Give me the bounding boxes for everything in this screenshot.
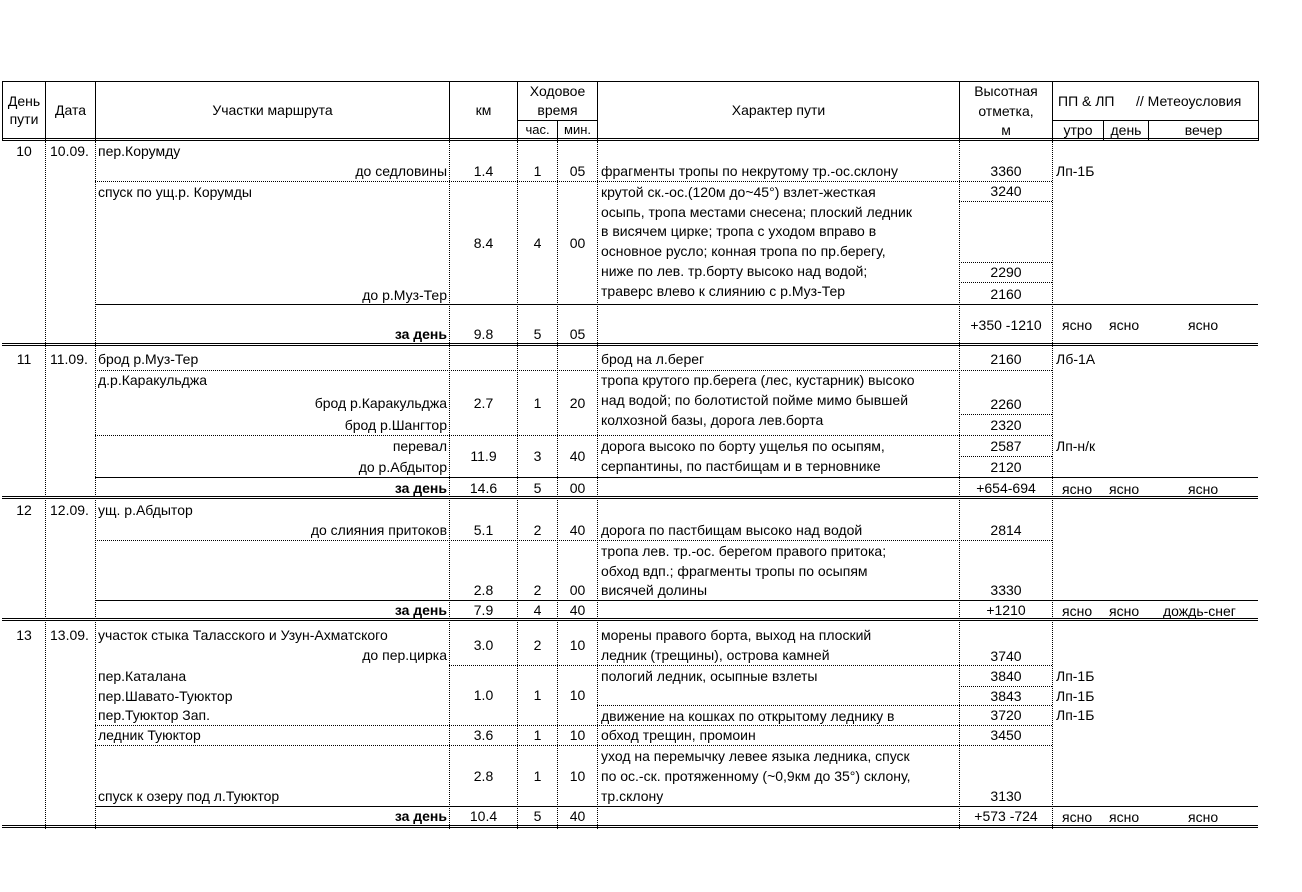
minutes: 10 [569,727,586,743]
date: 11.09. [50,351,88,367]
character: ниже по лев. тр.борту высоко над водой; [601,263,868,279]
date: 10.09. [50,143,89,159]
total-hours: 4 [533,602,542,618]
row-line [959,201,1052,202]
character: морены правого борта, выход на плоский [601,627,872,643]
row-line [959,414,1052,415]
hours: 1 [533,163,542,179]
total-km: 10.4 [469,808,498,824]
altitude: 3330 [990,582,1022,598]
hours: 1 [533,768,542,784]
total-hours: 5 [533,480,542,496]
total-altitude: +1210 [986,602,1026,618]
km: 2.7 [473,395,494,411]
character: фрагменты тропы по некрутому тр.-ос.склону [601,163,899,179]
character: брод на л.берег [601,351,705,367]
day-number: 11 [16,351,32,367]
character: ледник (трещины), острова камней [601,647,830,663]
segment: до пер.цирка [362,647,447,663]
pass-category: Лп-1Б [1056,163,1095,179]
character: серпантины, по пастбищам и в терновнике [601,458,881,474]
header-km: км [475,102,492,118]
minutes: 10 [569,768,586,784]
total-km: 9.8 [473,326,494,342]
segment: брод р.Каракульджа [314,395,447,411]
km: 5.1 [473,522,494,538]
segment: пер.Каталана [98,668,187,684]
segment: пер.Туюктор Зап. [98,707,211,723]
row-line [449,665,1052,666]
header-date: Дата [54,102,86,118]
header-time-bot: время [537,102,578,118]
row-line [95,540,1052,541]
altitude: 3720 [990,707,1022,723]
hours: 1 [533,727,542,743]
character: по ос.-ск. протяженному (~0,9км до 35°) склону, [601,768,911,784]
minutes: 05 [569,163,586,179]
header-segments: Участки маршрута [212,102,333,118]
weather-evening: дождь-снег [1163,603,1236,619]
km: 3.0 [473,637,494,653]
character: дорога по пастбищам высоко над водой [601,522,863,538]
segment: до р.Абдытор [358,459,447,475]
pass-category: Лп-н/к [1056,438,1096,454]
hours: 1 [533,687,542,703]
total-hours: 5 [533,326,542,342]
character: крутой ск.-ос.(120м до~45°) взлет-жесткая [601,184,876,200]
character: обход трещин, промоин [601,727,756,743]
weather-day: ясно [1109,603,1140,619]
day10-bottom-border [2,343,1258,346]
header-altitude-2: отметка, [978,103,1034,119]
pass-category: Лб-1А [1056,351,1096,367]
hours: 2 [533,522,542,538]
day-number: 10 [16,143,32,159]
pass-category: Лп-1Б [1056,668,1095,684]
character: уход на перемычку левее языка ледника, спуск [601,748,910,764]
header-pp-lp: ПП & ЛП [1058,93,1115,109]
segment: ледник Туюктор [98,727,201,743]
minutes: 00 [569,582,586,598]
row-line [959,456,1052,457]
day-total-label: за день [394,602,447,618]
altitude: 2260 [990,396,1022,412]
vline-dotted [45,141,46,829]
total-minutes: 05 [569,326,586,342]
character: над водой; по болотистой пойме мимо бывшей [601,392,909,408]
date: 13.09. [50,627,89,643]
minutes: 40 [569,448,586,464]
header-minutes: мин. [564,122,591,137]
weather-day: ясно [1109,809,1140,825]
segment: до р.Муз-Тер [362,287,447,303]
total-km: 7.9 [473,602,494,618]
header-weather: // Метеоусловия [1136,93,1242,109]
character: тропа крутого пр.берега (лес, кустарник) высоко [601,372,915,388]
segment: до слияния притоков [310,522,447,538]
header-altitude-3: м [1001,122,1011,138]
table-top-border [2,81,1258,82]
altitude: 2290 [990,264,1022,280]
altitude: 2120 [990,459,1022,475]
total-altitude: +350 -1210 [970,317,1042,333]
weather-evening: ясно [1188,481,1219,497]
km: 3.6 [473,727,494,743]
segment: пер.Шавато-Туюктор [98,688,233,704]
altitude: 2587 [990,438,1022,454]
weather-morning: ясно [1062,317,1093,333]
minutes: 10 [569,687,586,703]
total-km: 14.6 [469,480,498,496]
segment: перевал [392,438,447,454]
hours: 2 [533,637,542,653]
km: 11.9 [470,448,497,464]
segment: спуск по ущ.р. Корумды [98,184,252,200]
weather-morning: ясно [1062,809,1093,825]
row-line [95,304,1258,305]
header-character: Характер пути [731,102,826,118]
weather-evening: ясно [1188,809,1219,825]
character: дорога высоко по борту ущелья по осыпям, [601,438,885,454]
row-line [95,477,1258,478]
minutes: 00 [569,235,586,251]
header-evening: вечер [1184,122,1223,138]
header-time-top: Ходовое [529,83,586,99]
altitude: 2160 [990,351,1022,367]
row-line [95,181,1052,182]
segment: до седловины [355,163,447,179]
weather-day: ясно [1109,317,1140,333]
character: тропа лев. тр.-ос. берегом правого притока; [601,543,887,559]
character: пологий ледник, осыпные взлеты [601,668,818,684]
altitude: 3240 [990,183,1022,199]
character: осыпь, тропа местами снесена; плоский ледник [601,204,912,220]
total-altitude: +573 -724 [974,808,1038,824]
day-number: 12 [16,502,32,518]
weather-morning: ясно [1062,603,1093,619]
hours: 1 [533,395,542,411]
date: 12.09. [50,502,89,518]
minutes: 40 [569,522,586,538]
altitude: 2320 [990,417,1022,433]
weather-day: ясно [1109,481,1140,497]
segment: спуск к озеру под л.Туюктор [98,788,280,804]
vline-dotted [1052,141,1053,829]
km: 2.8 [473,582,494,598]
altitude: 3843 [990,688,1022,704]
km: 2.8 [473,768,494,784]
total-minutes: 00 [569,480,586,496]
minutes: 20 [569,395,586,411]
total-hours: 5 [533,808,542,824]
header-hours: час. [525,122,550,137]
altitude: 2160 [990,286,1022,302]
day-total-label: за день [394,326,447,342]
row-line [95,745,1052,746]
header-day: День пути [7,93,41,127]
altitude: 3130 [990,788,1022,804]
segment: ущ. р.Абдытор [98,502,193,518]
km: 1.4 [473,163,494,179]
weather-morning: ясно [1062,481,1093,497]
altitude: 3840 [990,668,1022,684]
altitude: 3450 [990,727,1022,743]
total-minutes: 40 [569,602,586,618]
character: движение на кошках по открытому леднику в [601,708,895,724]
header-morning: утро [1063,122,1093,138]
pass-category: Лп-1Б [1056,707,1095,723]
minutes: 10 [569,637,586,653]
character: основное русло; конная тропа по пр.берегу, [601,243,886,259]
segment: участок стыка Таласского и Узун-Ахматского [98,627,388,643]
character: обход вдп.; фрагменты тропы по осыпям [601,563,868,579]
hours: 2 [533,582,542,598]
segment: брод р.Шангтор [344,417,447,433]
character: траверс влево к слиянию с р.Муз-Тер [601,283,846,299]
altitude: 2814 [990,522,1022,538]
total-minutes: 40 [569,808,586,824]
row-line [95,435,1052,436]
header-day-weather: день [1110,122,1142,138]
km: 1.0 [473,687,494,703]
segment: д.р.Каракульджа [98,372,208,388]
hours: 4 [533,235,542,251]
row-line [959,282,1052,283]
character: колхозной базы, дорога лев.борта [601,412,824,428]
hours: 3 [533,448,542,464]
character: в висячем цирке; тропа с уходом вправо в [601,223,877,239]
km: 8.4 [473,235,494,251]
segment: пер.Корумду [98,143,181,159]
day-total-label: за день [394,808,447,824]
header-altitude-1: Высотная [974,83,1038,99]
altitude: 3740 [990,648,1022,664]
vline [1258,81,1259,141]
character: тр.склону [601,788,664,804]
segment: брод р.Муз-Тер [98,351,199,367]
day-total-label: за день [394,480,447,496]
altitude: 3360 [990,163,1022,179]
day-number: 13 [16,627,32,643]
total-altitude: +654-694 [976,480,1036,496]
pass-category: Лп-1Б [1056,688,1095,704]
weather-evening: ясно [1188,317,1219,333]
character: висячей долины [601,582,708,598]
